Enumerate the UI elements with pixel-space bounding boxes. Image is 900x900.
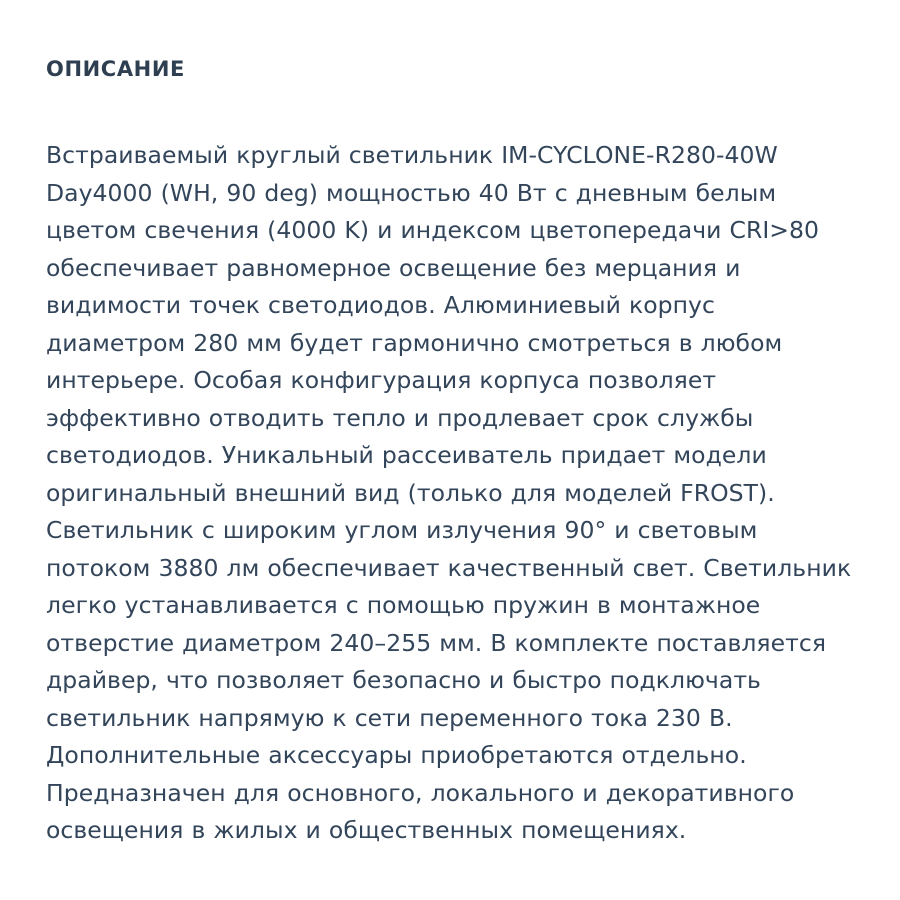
- product-description-text: Встраиваемый круглый светильник IM-CYCLONE-R280-40W Day4000 (WH, 90 deg) мощностью 40 Вт с дневным белым цветом свечения (4000 K) и индексом цветопередачи CRI>80 обеспечивает равномерное освещение без мерцания и видимости точек светодиодов. Алюминиевый корпус диаметром 280 мм будет гармонично смотреться в любом интерьере. Особая конфигурация корпуса позволяет эффективно отводить тепло и продлевает срок службы светодиодов. Уникальный рассеиватель придает модели оригинальный внешний вид (только для моделей FROST). Светильник с широким углом излучения 90° и световым потоком 3880 лм обеспечивает качественный свет. Светильник легко устанавливается с помощью пружин в монтажное отверстие диаметром 240–255 мм. В комплекте поставляется драйвер, что позволяет безопасно и быстро подключать светильник напрямую к сети переменного тока 230 В. Дополнительные аксессуары приобретаются отдельно. Предназначен для основного, локального и декоративного освещения в жилых и общественных помещениях.: [46, 141, 852, 845]
- page-title: ОПИСАНИЕ: [46, 57, 185, 81]
